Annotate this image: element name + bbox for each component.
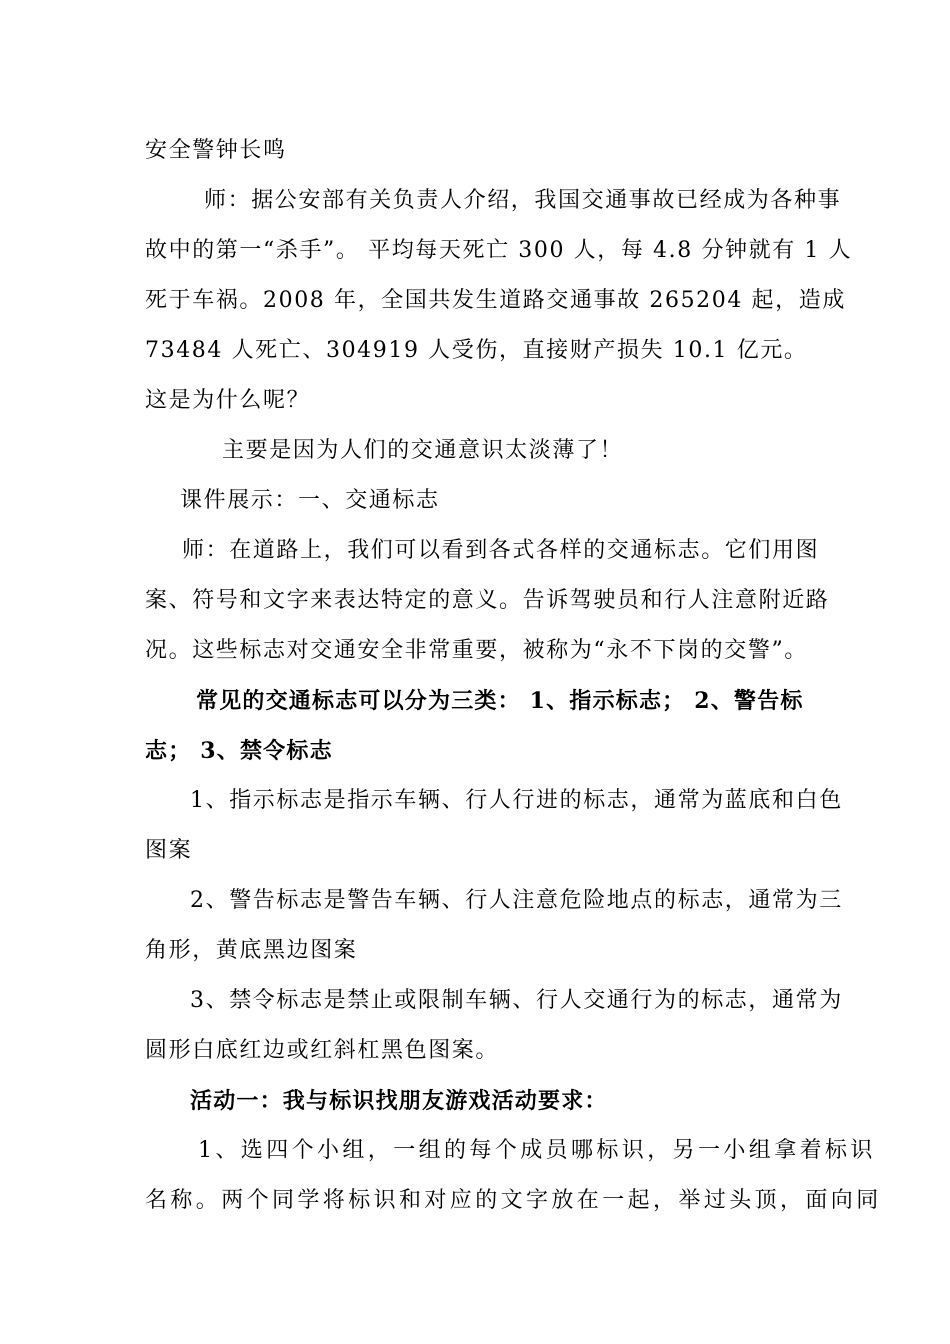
question-line: 这是为什么呢？: [145, 388, 311, 413]
list-item-line: 图案: [145, 838, 193, 863]
paragraph-line: 师：在道路上，我们可以看到各式各样的交通标志。它们用图: [182, 538, 820, 563]
bold-heading-line: 常见的交通标志可以分为三类： 1、指示标志； 2、警告标: [196, 688, 804, 714]
paragraph-line: 73484 人死亡、304919 人受伤，直接财产损失 10.1 亿元。: [145, 338, 808, 363]
list-item-line: 3、禁令标志是禁止或限制车辆、行人交通行为的标志，通常为: [190, 988, 843, 1013]
activity-heading: 活动一：我与标识找朋友游戏活动要求：: [190, 1088, 608, 1114]
courseware-heading: 课件展示：一、交通标志: [180, 488, 440, 513]
paragraph-line: 1、选四个小组，一组的每个成员哪标识，另一小组拿着标识: [198, 1138, 876, 1163]
paragraph-line: 况。这些标志对交通安全非常重要，被称为“永不下岗的交警”。: [145, 638, 808, 663]
list-item-line: 1、指示标志是指示车辆、行人行进的标志，通常为蓝底和白色: [190, 788, 843, 813]
paragraph-line: 死于车祸。2008 年，全国共发生道路交通事故 265204 起，造成: [145, 288, 846, 313]
paragraph-line: 名称。两个同学将标识和对应的文字放在一起，举过头顶，面向同: [145, 1188, 882, 1213]
section-title: 安全警钟长鸣: [145, 138, 287, 163]
paragraph-line: 故中的第一“杀手”。 平均每天死亡 300 人，每 4.8 分钟就有 1 人: [145, 238, 853, 263]
list-item-line: 角形，黄底黑边图案: [145, 938, 358, 963]
bold-heading-line: 志； 3、禁令标志: [145, 738, 333, 764]
list-item-line: 2、警告标志是警告车辆、行人注意危险地点的标志，通常为三: [190, 888, 843, 913]
answer-line: 主要是因为人们的交通意识太淡薄了！: [222, 438, 624, 463]
paragraph-line: 师：据公安部有关负责人介绍，我国交通事故已经成为各种事: [204, 188, 842, 213]
paragraph-line: 案、符号和文字来表达特定的意义。告诉驾驶员和行人注意附近路: [145, 588, 830, 613]
list-item-line: 圆形白底红边或红斜杠黑色图案。: [145, 1038, 500, 1063]
